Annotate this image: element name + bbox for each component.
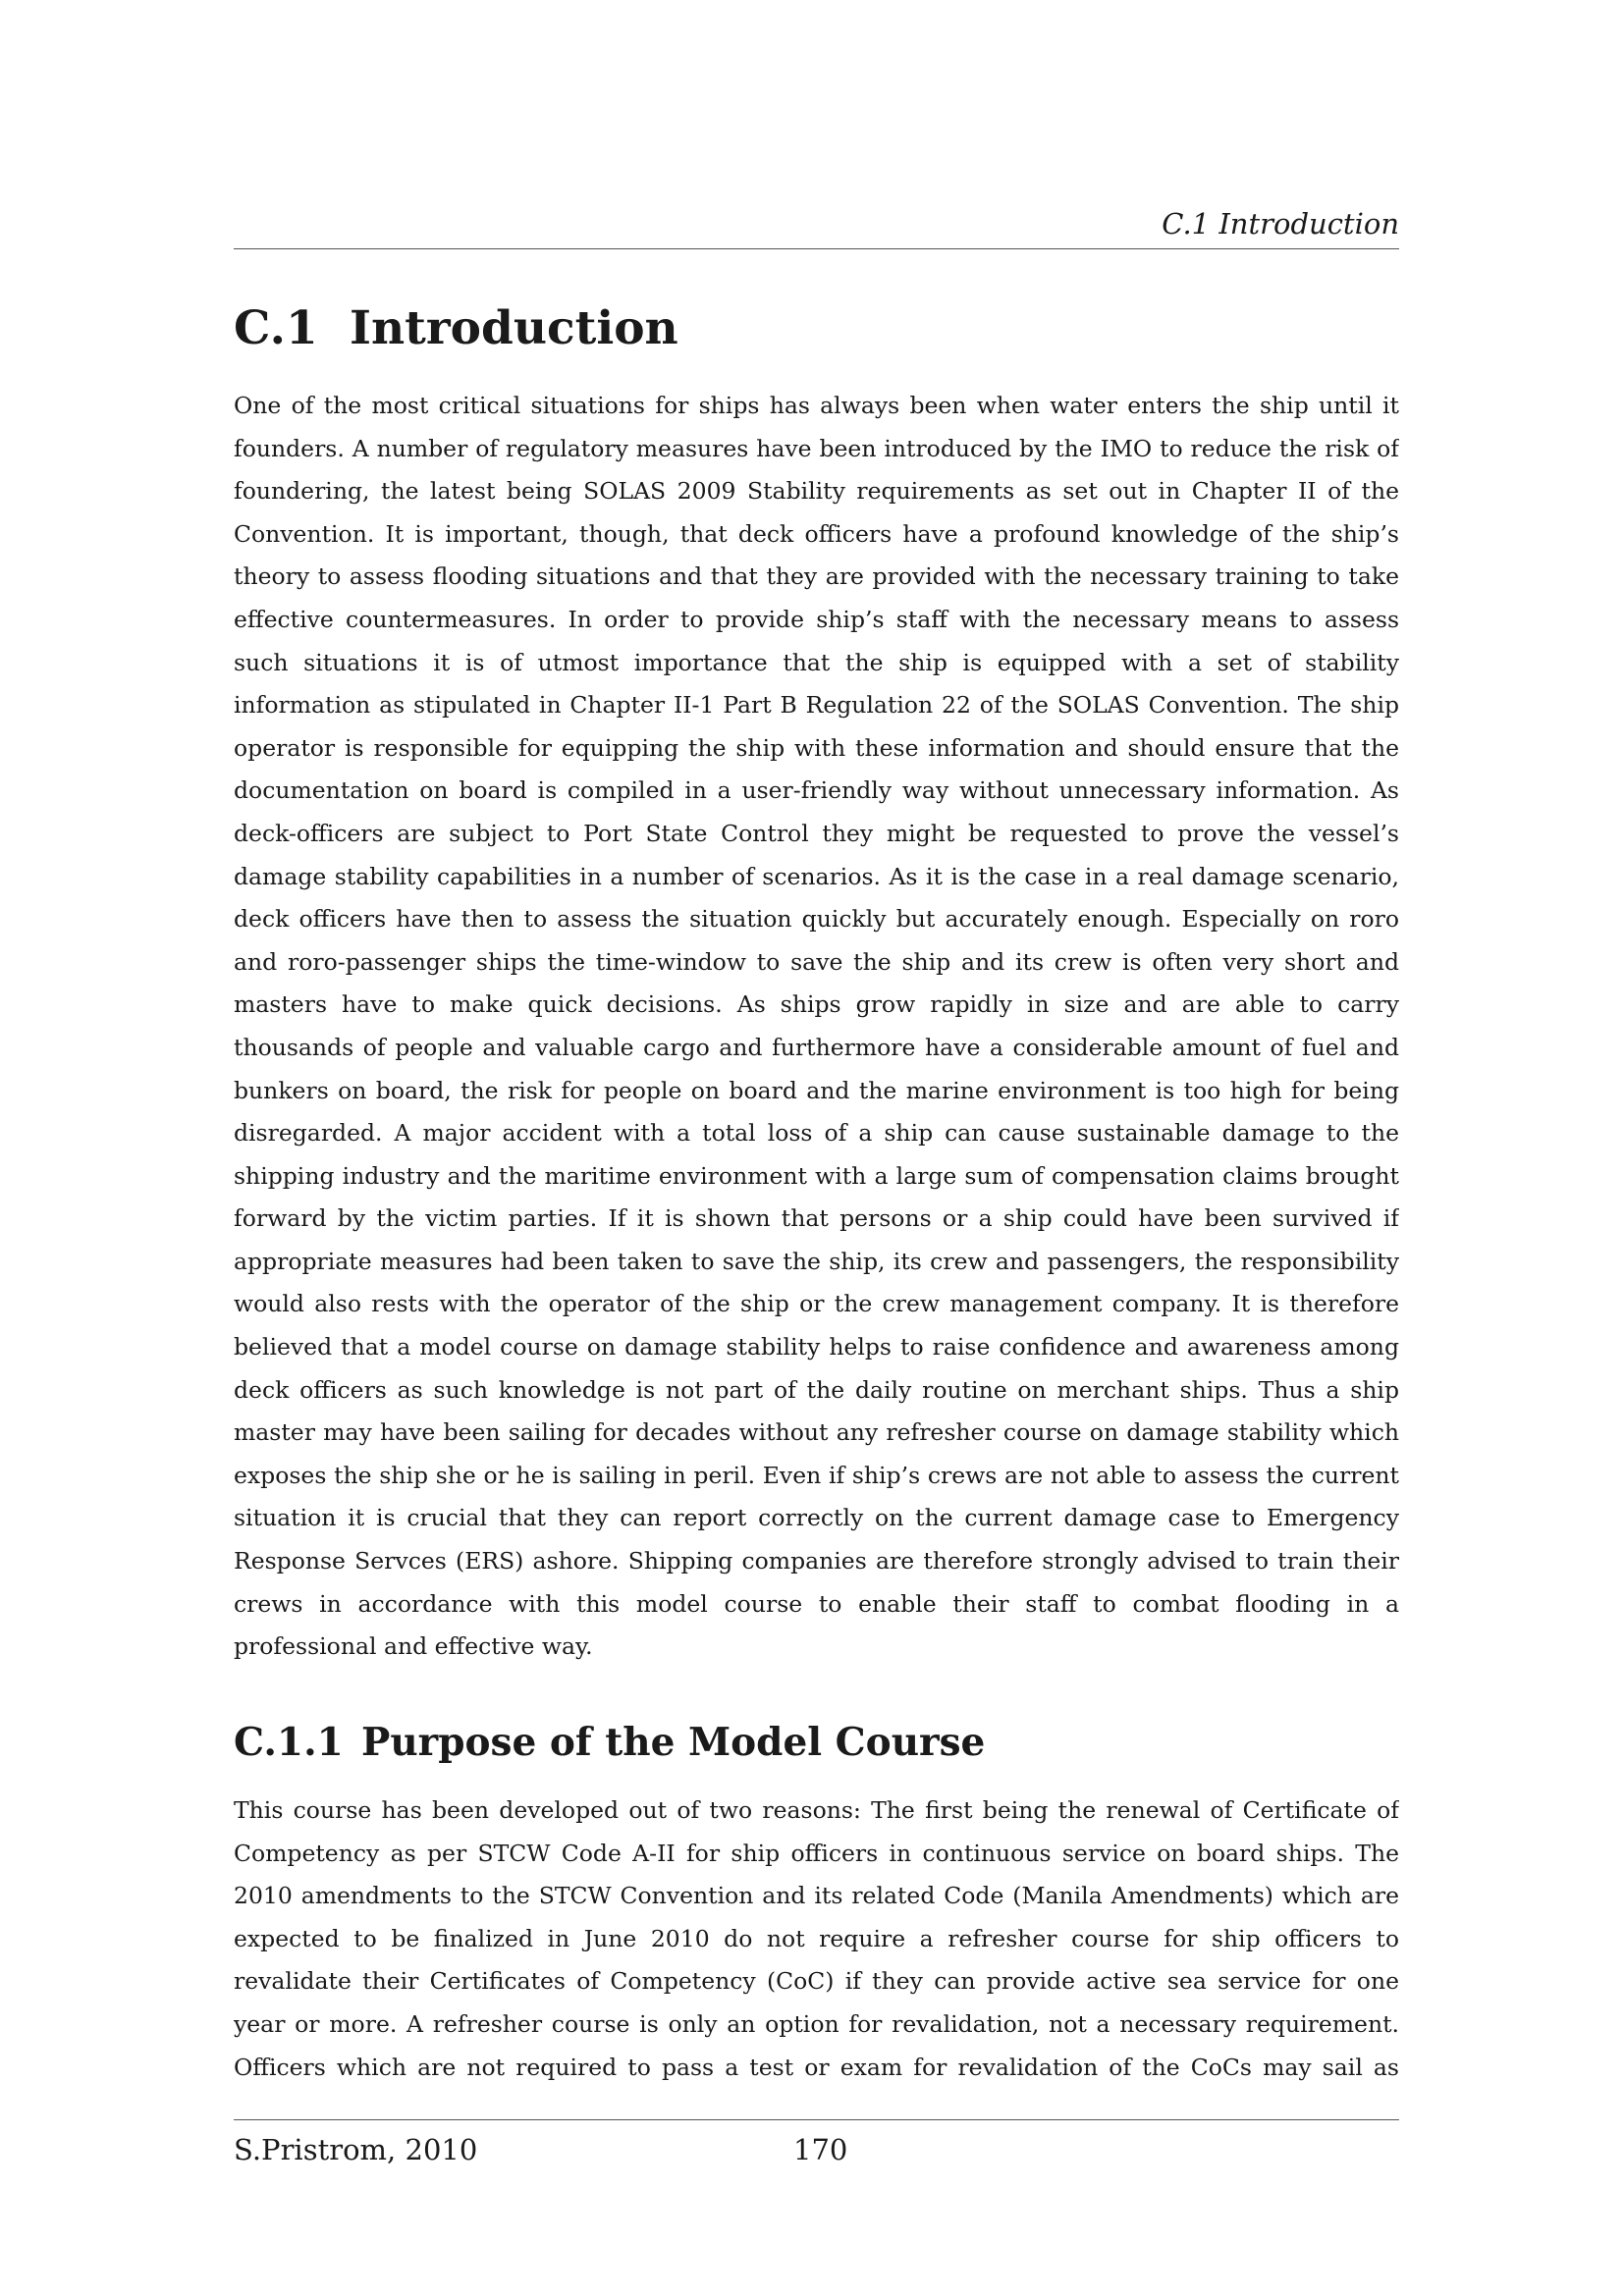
footer-rule — [234, 2119, 1399, 2120]
section-title: Introduction — [350, 301, 678, 355]
purpose-paragraph: This course has been developed out of two reasons: The first being the renewal of Certificate of Competency as per STCW Code A-II for ship officers in continuous service on board ships. The 2010 amendments to the STCW Convention and its related Code (Manila Amendments) which are expected to be finalized in June 2010 do not require a refresher course for ship officers to revalidate their Certificates of Competency (CoC) if they can provide active sea service for one year or more. A refresher course is only an option for revalidation, not a necessary requirement. Officers which are not required to pass a test or exam for revalidation of the CoCs may sail as — [234, 1796, 1399, 2081]
subsection-number: C.1.1 — [234, 1720, 344, 1765]
intro-paragraph: One of the most critical situations for ships has always been when water enters the ship until it founders. A number of regulatory measures have been introduced by the IMO to reduce the risk of foundering, the latest being SOLAS 2009 Stability requirements as set out in Chapter II of the Convention. It is important, though, that deck officers have a profound knowledge of the ship’s theory to assess flooding situations and that they are provided with the necessary training to take effective countermeasures. In order to provide ship’s staff with the necessary means to assess such situations it is of utmost importance that the ship is equipped with a set of stability information as stipulated in Chapter II-1 Part B Regulation 22 of the SOLAS Convention. The ship operator is responsible for equipping the ship with these information and should ensure that the documentation on board is compiled in a user-friendly way without unnecessary information. As deck-officers are subject to Port State Control they might be requested to prove the vessel’s damage stability capabilities in a number of scenarios. As it is the case in a real damage scenario, deck officers have then to assess the situation quickly but accurately enough. Especially on roro and roro-passenger ships the time-window to save the ship and its crew is often very short and masters have to make quick decisions. As ships grow rapidly in size and are able to carry thousands of people and valuable cargo and furthermore have a considerable amount of fuel and bunkers on board, the risk for people on board and the marine environment is too high for being disregarded. A major accident with a total loss of a ship can cause sustainable damage to the shipping industry and the maritime environment with a large sum of compensation claims brought forward by the victim parties. If it is shown that persons or a ship could have been survived if appropriate measures had been taken to save the ship, its crew and passengers, the responsibility would also rests with the operator of the ship or the crew management company. It is therefore believed that a model course on damage stability helps to raise confidence and awareness among deck officers as such knowledge is not part of the daily routine on merchant ships. Thus a ship master may have been sailing for decades without any refresher course on damage stability which exposes the ship she or he is sailing in peril. Even if ship’s crews are not able to assess the current situation it is crucial that they can report correctly on the current damage case to Emergency Response Servces (ERS) ashore. Shipping companies are therefore strongly advised to train their crews in accordance with this model course to enable their staff to combat flooding in a professional and effective way. — [234, 392, 1399, 1661]
section-number: C.1 — [234, 301, 318, 355]
page-number: 170 — [793, 2133, 848, 2166]
header-rule — [234, 248, 1399, 249]
running-header: C.1 Introduction — [1162, 207, 1399, 240]
section-heading — [234, 294, 1399, 363]
subsection-title: Purpose of the Model Course — [361, 1720, 986, 1765]
subsection-heading — [234, 1713, 1399, 1772]
footer-author: S.Pristrom, 2010 — [234, 2133, 478, 2166]
